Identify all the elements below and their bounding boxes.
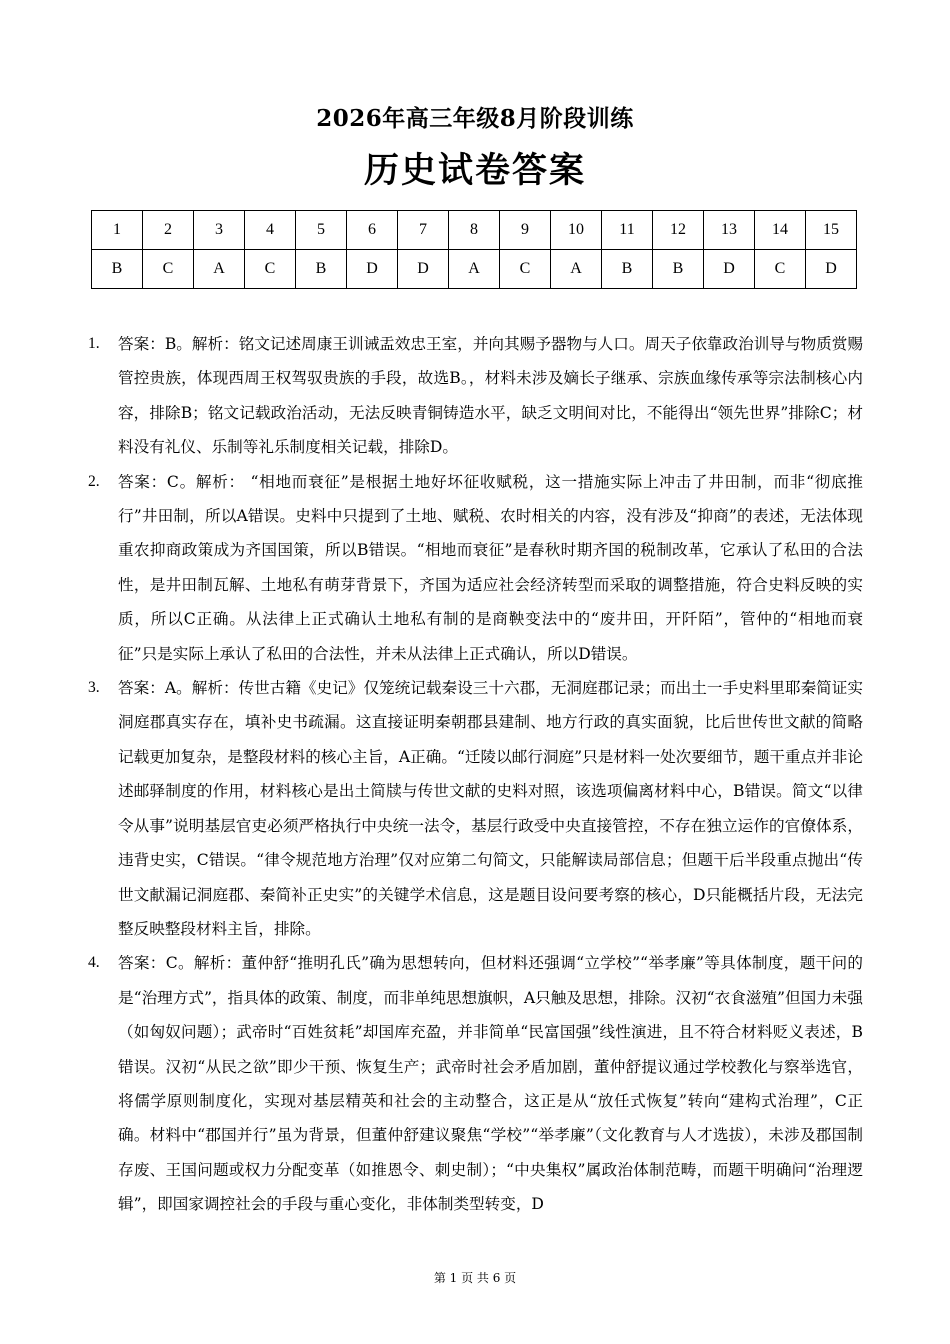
- answer-cell: A: [194, 250, 245, 289]
- question-number-cell: 10: [551, 211, 602, 250]
- explanation-text: 答案：C。解析：董仲舒“推明孔氏”确为思想转向，但材料还强调“立学校”“举孝廉”等具体制度，题干问的是“治理方式”，指具体的政策、制度，而非单纯思想旗帜，A只触及思想，排除。汉初“衣食滋殖”但国力未强（如匈奴问题）；武帝时“百姓贫耗”却国库充盈，并非简单“民富国强”线性演进，且不符合材料贬义表述，B错误。汉初“从民之欲”即少干预、恢复生产；武帝时社会矛盾加剧，董仲舒提议通过学校教化与察举选官，将儒学原则制度化，实现对基层精英和社会的主动整合，这正是从“放任式恢复”转向“建构式治理”，C正确。材料中“郡国并行”虽为背景，但董仲舒建议聚焦“学校”“举孝廉”（文化教育与人才选拔），未涉及郡国制存废、王国问题或权力分配变革（如推恩令、刺史制）；“中央集权”属政治体制范畴，而题干明确问“治理逻辑”，即国家调控社会的手段与重心变化，非体制类型转变，D: [118, 954, 863, 1214]
- question-number-cell: 15: [806, 211, 857, 250]
- explanation-item: [88, 946, 863, 1221]
- answer-cell: B: [92, 250, 143, 289]
- answer-cell: B: [602, 250, 653, 289]
- question-number-cell: 6: [347, 211, 398, 250]
- explanation-list: [88, 327, 863, 1222]
- explanation-item: [88, 327, 863, 465]
- question-number-cell: 3: [194, 211, 245, 250]
- question-number-cell: 4: [245, 211, 296, 250]
- question-number-cell: 13: [704, 211, 755, 250]
- answer-cell: D: [806, 250, 857, 289]
- explanation-item: [88, 465, 863, 671]
- page-number: 第 1 页 共 6 页: [433, 1271, 517, 1285]
- answer-cell: D: [398, 250, 449, 289]
- question-number-cell: 9: [500, 211, 551, 250]
- answer-cell: C: [755, 250, 806, 289]
- question-number: 1.: [88, 335, 100, 352]
- answer-table-answer-row: [92, 250, 857, 289]
- answer-cell: C: [245, 250, 296, 289]
- answer-cell: D: [704, 250, 755, 289]
- question-number-cell: 14: [755, 211, 806, 250]
- question-number-cell: 12: [653, 211, 704, 250]
- question-number: 4.: [88, 954, 100, 972]
- answer-cell: B: [653, 250, 704, 289]
- answer-cell: D: [347, 250, 398, 289]
- explanation-text: 答案：A。解析：传世古籍《史记》仅笼统记载秦设三十六郡，无洞庭郡记录；而出土一手史料里耶秦简证实洞庭郡真实存在，填补史书疏漏。这直接证明秦朝郡县建制、地方行政的真实面貌，比后世传世文献的简略记载更加复杂，是整段材料的核心主旨，A正确。“迁陵以邮行洞庭”只是材料一处次要细节，题干重点并非论述邮驿制度的作用，材料核心是出土简牍与传世文献的史料对照，该选项偏离材料中心，B错误。简文“以律令从事”说明基层官吏必须严格执行中央统一法令，基层行政受中央直接管控，不存在独立运作的官僚体系，违背史实，C错误。“律令规范地方治理”仅对应第二句简文，只能解读局部信息；但题干后半段重点抛出“传世文献漏记洞庭郡、秦简补正史实”的关键学术信息，这是题目设问要考察的核心，D只能概括片段，无法完整反映整段材料主旨，排除。: [118, 679, 863, 938]
- question-number-cell: 2: [143, 211, 194, 250]
- question-number-cell: 8: [449, 211, 500, 250]
- answer-cell: B: [296, 250, 347, 289]
- explanation-text: 答案：B。解析：铭文记述周康王训诫盂效忠王室，并向其赐予器物与人口。周天子依靠政治训导与物质赏赐管控贵族，体现西周王权驾驭贵族的手段，故选B。，材料未涉及嫡长子继承、宗族血缘传承等宗法制核心内容，排除B；铭文记载政治活动，无法反映青铜铸造水平，缺乏文明间对比，不能得出“领先世界”排除C；材料没有礼仪、乐制等礼乐制度相关记载，排除D。: [118, 335, 863, 457]
- answer-table-number-row: [92, 211, 857, 250]
- page-title: 历史试卷答案: [363, 150, 586, 191]
- answer-cell: C: [500, 250, 551, 289]
- question-number: 2.: [88, 472, 100, 490]
- answer-cell: A: [449, 250, 500, 289]
- exam-subtitle: 2026年高三年级8月阶段训练: [316, 105, 634, 132]
- answer-cell: A: [551, 250, 602, 289]
- explanation-item: [88, 671, 863, 946]
- question-number-cell: 11: [602, 211, 653, 250]
- answer-cell: C: [143, 250, 194, 289]
- explanation-text: 答案：C。解析： “相地而衰征”是根据土地好坏征收赋税，这一措施实际上冲击了井田制，而非“彻底推行”井田制，所以A错误。史料中只提到了土地、赋税、农时相关的内容，没有涉及“抑商”的表述，无法体现重农抑商政策成为齐国国策，所以B错误。“相地而衰征”是春秋时期齐国的税制改革，它承认了私田的合法性，是井田制瓦解、土地私有萌芽背景下，齐国为适应社会经济转型而采取的调整措施，符合史料反映的实质，所以C正确。从法律上正式确认土地私有制的是商鞅变法中的“废井田，开阡陌”，管仲的“相地而衰征”只是实际上承认了私田的合法性，并未从法律上正式确认，所以D错误。: [118, 472, 863, 663]
- question-number-cell: 7: [398, 211, 449, 250]
- question-number-cell: 5: [296, 211, 347, 250]
- answer-table: [91, 210, 857, 289]
- question-number-cell: 1: [92, 211, 143, 250]
- question-number: 3.: [88, 679, 100, 697]
